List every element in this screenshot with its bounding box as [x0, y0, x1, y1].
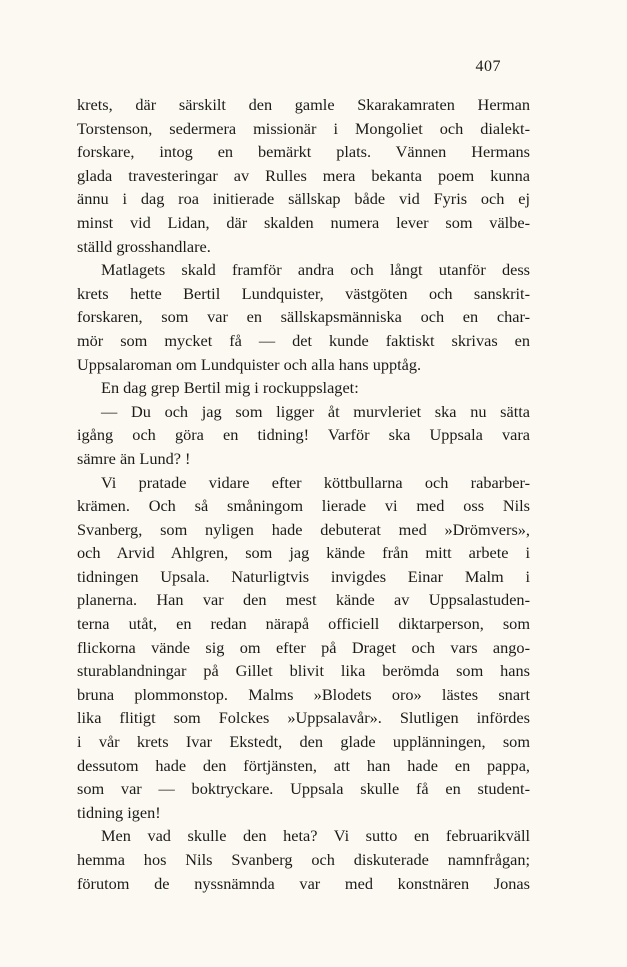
text-line: Torstenson, sedermera missionär i Mongoliet och dialekt- [77, 118, 530, 138]
text-line: i vår krets Ivar Ekstedt, den glade upplänningen, som [77, 732, 530, 752]
text-line: En dag grep Bertil mig i rockuppslaget: [101, 378, 359, 398]
text-line: ännu i dag roa initierade sällskap både vid Fyris och ej [77, 189, 530, 209]
text-line: forskaren, som var en sällskapsmänniska och en char- [77, 307, 530, 327]
text-line: Men vad skulle den heta? Vi sutto en februarikväll [101, 826, 530, 846]
text-line: hemma hos Nils Svanberg och diskuterade namnfrågan; [77, 850, 530, 869]
text-line: mör som mycket få — det kunde faktiskt skrivas en [77, 330, 530, 350]
text-line: — Du och jag som ligger åt murvleriet ska nu sätta [101, 401, 530, 421]
text-line: sämre än Lund? ! [77, 448, 191, 468]
text-line: Uppsalaroman om Lundquister och alla hans upptåg. [77, 354, 422, 374]
text-line: krämen. Och så småningom lierade vi med oss Nils [77, 496, 530, 516]
text-line: glada travesteringar av Rulles mera bekanta poem kunna [77, 165, 530, 185]
text-line: minst vid Lidan, där skalden numera lever som välbe- [77, 212, 530, 232]
text-line: tidningen Upsala. Naturligtvis invigdes Einar Malm i [77, 566, 530, 586]
text-line: Svanberg, som nyligen hade debuterat med »Drömvers», [77, 519, 530, 539]
text-line: igång och göra en tidning! Varför ska Uppsala vara [77, 425, 530, 445]
page-number: 407 [475, 58, 501, 75]
text-line: terna utåt, en redan närapå officiell diktarperson, som [77, 614, 530, 634]
text-line: Matlagets skald framför andra och långt utanför dess [101, 260, 530, 280]
text-line: tidning igen! [77, 802, 161, 822]
text-line: krets, där särskilt den gamle Skarakamraten Herman [77, 95, 530, 114]
text-line: Vi pratade vidare efter köttbullarna och rabarber- [101, 472, 530, 492]
text-line: och Arvid Ahlgren, som jag kände från mitt arbete i [77, 543, 530, 563]
text-line: som var — boktryckare. Uppsala skulle få en student- [77, 779, 530, 799]
text-line: planerna. Han var den mest kände av Uppsalastuden- [77, 590, 530, 610]
text-line: ställd grosshandlare. [77, 236, 211, 256]
text-line: förutom de nyssnämnda var med konstnären Jonas [77, 873, 530, 893]
text-line: dessutom hade den förtjänsten, att han hade en pappa, [77, 755, 530, 775]
text-line: bruna plommonstop. Malms »Blodets oro» lästes snart [77, 684, 530, 704]
text-line: sturablandningar på Gillet blivit lika berömda som hans [77, 661, 530, 681]
text-line: forskare, intog en bemärkt plats. Vännen Hermans [77, 142, 530, 162]
text-line: flickorna vände sig om efter på Draget och vars ango- [77, 637, 530, 657]
text-line: krets hette Bertil Lundquister, västgöten och sanskrit- [77, 283, 530, 303]
text-line: lika flitigt som Folckes »Uppsalavår». Slutligen infördes [77, 708, 530, 728]
body-text [77, 93, 530, 895]
